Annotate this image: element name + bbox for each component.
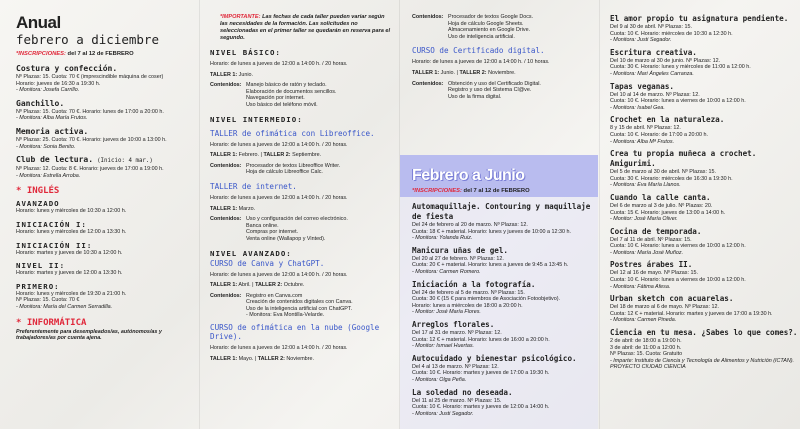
course-title: Costura y confección. <box>16 64 118 73</box>
basico-contenidos: Contenidos: Manejo básico de ratón y teclado. Elaboración de documentos sencillos. Navegación por internet. Uso básico del teléfono móvil. <box>210 82 337 108</box>
col4-course-list <box>610 14 800 371</box>
drive-horario: Horario: de lunes a jueves de 12:00 a 14:00 h. / 20 horas. <box>210 345 348 352</box>
course-detail: Cuota: 18 € + material. Horario: lunes y jueves de 10:00 a 12:30 h. <box>412 228 571 235</box>
course-detail: Cuota: 10 €. Horario: miércoles de 10:30 a 12:30 h. <box>610 30 733 37</box>
course-detail: Del 24 de febrero al 5 de marzo. Nº Plazas: 15. <box>412 289 525 296</box>
course-detail: Cuota: 10 €. Horario: martes y jueves de 12:00 a 14:00 h. <box>412 404 550 411</box>
course-item <box>610 260 800 290</box>
column-annual <box>0 0 197 429</box>
course-item <box>610 328 800 371</box>
content-line: Hoja de cálculo Libreoffice Calc. <box>246 169 323 176</box>
content-line: Uso y configuración del correo electrónico. <box>246 216 348 223</box>
course-monitor: - Monitora: Josefa Carrillo. <box>16 87 80 94</box>
course-title: Arreglos florales. <box>412 319 495 329</box>
course-detail: Horario: jueves de 16:30 a 19:30 h. <box>16 80 101 87</box>
basico-horario: Horario: de lunes a jueves de 12:00 a 14:00 h. / 20 horas. <box>210 61 348 67</box>
course-detail: 3 de abril: de 11:00 a 12:00 h. <box>610 344 682 351</box>
course-monitor: - Monitora: Alba Mª Frutos. <box>610 138 675 145</box>
course-detail: Nº Plazas: 15. Cuota: Gratuito <box>610 351 683 358</box>
course-title: Ciencia en tu mesa. ¿Sabes lo que comes?. <box>610 328 798 338</box>
course-item <box>610 115 800 145</box>
annual-course-list <box>16 64 191 179</box>
course-monitor: - Monitora: Justi Segador. <box>610 37 672 44</box>
drive-title: CURSO de ofimática en la nube (Google Drive). <box>210 323 380 342</box>
course-detail: Cuota: 10 €. Horario: lunes a viernes de 10:00 a 12:00 h. <box>610 277 746 284</box>
internet-contenidos: Contenidos: Uso y configuración del correo electrónico. Banca online. Compras por internet. Venta online (Wallapop y Vinted). <box>210 216 348 242</box>
course-detail: 8 y 15 de abril. Nº Plazas: 12. <box>610 125 681 132</box>
canva-contenidos: Contenidos: Registro en Canva.com Creación de contenidos digitales con Canva. Uso de la inteligencia artificial con ChatGPT. - Monitora: Eva Montilla-Velarde. <box>210 292 353 319</box>
internet-title: TALLER de internet. <box>210 181 297 191</box>
level-horario: Horario: martes y jueves de 12:00 a 13:30 h. <box>16 270 123 277</box>
content-line: Obtención y uso del Certificado Digital. <box>448 80 541 87</box>
cert-talleres: TALLER 1: Junio. | TALLER 2: Noviembre. <box>412 69 516 76</box>
course-detail: Cuota: 10 €. Horario: martes y jueves de 17:00 a 19:30 h. <box>412 370 550 377</box>
course-title: Urban sketch con acuarelas. <box>610 294 734 304</box>
course-item <box>412 388 592 418</box>
junio-course-list <box>412 202 592 417</box>
level-name: INICIACIÓN I: <box>16 219 87 229</box>
libreoffice-horario: Horario: de lunes a jueves de 12:00 a 14:00 h. / 20 horas. <box>210 141 348 148</box>
course-title: Cuando la calle canta. <box>610 192 711 202</box>
course-detail: Cuota: 12 € + material. Horario: lunes de 16:00 a 20:00 h. <box>412 336 550 343</box>
course-detail: Del 10 de marzo al 30 de junio. Nº Plazas: 12. <box>610 57 721 64</box>
canva-title: CURSO de Canva y ChatGPT. <box>210 258 325 268</box>
level-name: PRIMERO: <box>16 281 60 291</box>
drive-contenidos: Contenidos: Procesador de textos Google Docs. Hoja de cálculo Google Sheets. Almacenamiento en Google Drive. Uso de inteligencia artificial. <box>412 14 534 40</box>
content-line: Banca online. <box>246 222 279 229</box>
level-name: AVANZADO <box>16 199 60 209</box>
course-item <box>610 149 800 189</box>
content-line: Compras por internet. <box>246 229 299 236</box>
content-line: Registro en Canva.com <box>246 292 303 299</box>
content-line: Elaboración de documentos sencillos. <box>246 88 337 95</box>
course-detail: Nº Plazas: 25. Cuota: 70 €. Horario: jueves de 10:00 a 13:00 h. <box>16 136 167 143</box>
junio-inscriptions: *INSCRIPCIONES: del 7 al 12 de FEBRERO <box>412 188 530 194</box>
course-monitor: - Monitora: Sonia Benito. <box>16 143 76 150</box>
junio-title: Febrero a Junio <box>412 167 525 184</box>
course-detail: Del 18 de marzo al 6 de mayo. Nº Plazas: 12. <box>610 304 719 311</box>
level-name: INICIACIÓN II: <box>16 240 93 250</box>
content-line: Uso básico del teléfono móvil. <box>246 101 318 108</box>
course-title: Automaquillaje. Contouring y maquillaje de fiesta <box>412 202 591 221</box>
course-title: Tapas veganas. <box>610 81 675 91</box>
cert-title: CURSO de Certificado digital. <box>412 46 545 56</box>
course-item <box>16 64 191 94</box>
ingles-level-list <box>16 199 191 310</box>
course-item <box>412 280 592 316</box>
course-note: (Inicio: 4 mar.) <box>97 158 153 165</box>
course-monitor: - Imparte: Instituto de Ciencia y Tecnología de Alimentos y Nutrición (ICTAN). PROYECTO CIUDAD CIENCIA <box>610 357 795 371</box>
course-title: Ganchillo. <box>16 98 65 108</box>
course-detail: Cuota: 30 €. Horario: miércoles de 16:30 a 19:30 h. <box>610 175 733 182</box>
course-monitor: - Monitora: Justi Segador. <box>412 410 474 417</box>
ingles-level <box>16 199 191 215</box>
libreoffice-talleres: TALLER 1: Febrero. | TALLER 2: Septiembre. <box>210 152 322 159</box>
informatica-note: Preferentemente para desempleados/as, autónomos/as y trabajadores/as por cuenta ajena. <box>16 328 162 342</box>
course-detail: Cuota: 10 €. Horario: lunes a viernes de 10:00 a 12:00 h. <box>610 243 746 250</box>
course-title: Cocina de temporada. <box>610 226 702 236</box>
course-item <box>610 227 800 257</box>
important-note: *IMPORTANTE: Las fechas de cada taller pueden variar según las necesidades de la formación. Las solicitudes no seleccionadas en el primer taller se quedarán en reserva para el segundo. <box>220 14 391 41</box>
content-line: Registro y uso del Sistema Cl@ve. <box>448 87 532 94</box>
content-line: Uso de la inteligencia artificial con ChatGPT. <box>246 305 353 312</box>
course-item <box>412 354 592 384</box>
course-monitor: - Monitora: Eva María Llanos. <box>610 182 681 189</box>
content-line: Almacenamiento en Google Drive. <box>448 27 531 34</box>
course-detail: Cuota: 10 €. Horario: lunes a viernes de 10:00 a 12:00 h. <box>610 98 746 105</box>
course-monitor: - Monitora: Estrella Arroba. <box>16 172 81 179</box>
content-line: Venta online (Wallapop y Vinted). <box>246 235 326 242</box>
content-line: Procesador de textos Libreoffice Writer. <box>246 162 341 169</box>
level-horario: Horario: lunes y miércoles de 19:30 a 21:00 h. <box>16 290 127 297</box>
intermedio-heading: NIVEL INTERMEDIO: <box>210 114 303 124</box>
junio-course-column <box>400 202 598 429</box>
column-certificado <box>400 0 598 155</box>
course-item <box>16 155 191 179</box>
content-line: Hoja de cálculo Google Sheets. <box>448 20 524 27</box>
libreoffice-title: TALLER de ofimática con Libreoffice. <box>210 128 375 138</box>
course-title: Iniciación a la fotografía. <box>412 279 536 289</box>
content-line: Uso de inteligencia artificial. <box>448 33 515 40</box>
course-monitor: - Monitora: Olga Peña. <box>412 376 467 383</box>
course-detail: Horario: lunes a miércoles de 18:00 a 20:00 h. <box>412 302 523 309</box>
course-monitor: - Monitora: Yolanda Ruiz. <box>412 235 473 242</box>
course-detail: Del 11 al 25 de marzo. Nº Plazas: 15. <box>412 397 502 404</box>
course-detail: Del 5 de marzo al 30 de abril. Nº Plazas: 15. <box>610 169 716 176</box>
course-item <box>412 246 592 276</box>
course-detail: Del 10 al 14 de marzo. Nº Plazas: 12. <box>610 91 700 98</box>
column-informatica <box>200 0 398 429</box>
level-monitor: - Monitora: María del Carmen Serradilla. <box>16 303 113 310</box>
course-item <box>412 202 592 242</box>
course-monitor: - Monitor: José María Oliver. <box>610 216 678 223</box>
canva-horario: Horario: de lunes a jueves de 12:00 a 14:00 h. / 20 horas. <box>210 271 348 278</box>
course-item <box>412 320 592 350</box>
course-detail: Cuota: 20 € + material. Horario: lunes a jueves de 9:45 a 13:45 h. <box>412 262 569 269</box>
canva-talleres: TALLER 1: Abril. | TALLER 2: Octubre. <box>210 282 305 289</box>
course-detail: Nº Plazas: 12. Cuota: 8 €. Horario: jueves de 17:00 a 19:00 h. <box>16 166 164 173</box>
ingles-level <box>16 282 191 311</box>
course-detail: Cuota: 12 € + material. Horario: martes y jueves de 17:00 a 19:30 h. <box>610 310 773 317</box>
avanzado-heading: NIVEL AVANZADO: <box>210 248 292 258</box>
content-line: Navegación por internet. <box>246 95 305 102</box>
course-title: El amor propio tu asignatura pendiente. <box>610 14 789 23</box>
column-talleres <box>600 0 800 429</box>
content-line: Uso de la firma digital. <box>448 93 502 100</box>
course-monitor: - Monitora: Carmen Pineda. <box>610 317 677 324</box>
course-detail: Nº Plazas: 15. Cuota: 70 € (imprescindible máquina de coser) <box>16 74 164 80</box>
cert-contenidos: Contenidos: Obtención y uso del Certificado Digital. Registro y uso del Sistema Cl@ve. Uso de la firma digital. <box>412 80 541 100</box>
course-monitor: - Monitor: Ismael Huertas. <box>412 343 475 350</box>
annual-title: Anual <box>16 13 61 32</box>
ingles-level <box>16 241 191 257</box>
course-monitor: - Monitora: María José Muñoz. <box>610 249 684 256</box>
ingles-level <box>16 261 191 277</box>
course-detail: Cuota: 10 €. Horario: de 17:00 a 20:00 h. <box>610 131 708 138</box>
content-line: Creación de contenidos digitales con Canva. <box>246 299 353 306</box>
course-title: Crea tu propia muñeca a crochet. Amigurimi. <box>610 149 757 169</box>
course-monitor: - Monitor: José María Flores. <box>412 309 481 316</box>
course-detail: Del 20 al 27 de febrero. Nº Plazas: 12. <box>412 255 504 262</box>
course-monitor: - Monitora: Isabel Gea. <box>610 104 665 111</box>
course-detail: 2 de abril: de 18:00 a 19:00 h. <box>610 338 682 345</box>
course-monitor: - Monitora: Carmen Romero. <box>412 268 481 275</box>
course-title: Escritura creativa. <box>610 47 697 57</box>
course-item <box>610 294 800 324</box>
course-detail: Del 12 al 16 de mayo. Nº Plazas: 15. <box>610 270 698 277</box>
course-detail: Del 17 al 31 de marzo. Nº Plazas: 12. <box>412 329 502 336</box>
course-detail: Cuota: 15 €. Horario: jueves de 13:00 a 14:00 h. <box>610 209 726 216</box>
content-line: Procesador de textos Google Docs. <box>448 14 534 20</box>
level-horario: Horario: lunes y miércoles de 12:00 a 13:30 h. <box>16 228 127 235</box>
level-plazas: Nº Plazas: 15. Cuota: 70 € <box>16 297 80 304</box>
course-title: Autocuidado y bienestar psicológico. <box>412 353 577 363</box>
course-item <box>610 48 800 78</box>
annual-inscriptions: *INSCRIPCIONES: del 7 al 12 de FEBRERO <box>16 51 134 57</box>
ingles-level <box>16 220 191 236</box>
informatica-heading: * INFORMÁTICA <box>16 317 87 328</box>
course-detail: Del 7 al 11 de abril. Nº Plazas: 15. <box>610 236 692 243</box>
course-item <box>16 127 191 150</box>
course-item <box>610 193 800 223</box>
libreoffice-contenidos: Contenidos: Procesador de textos Libreoffice Writer. Hoja de cálculo Libreoffice Calc. <box>210 162 341 176</box>
level-horario: Horario: lunes y miércoles de 10:30 a 12:00 h. <box>16 208 127 215</box>
level-name: NIVEL II: <box>16 261 66 271</box>
internet-taller1: TALLER 1: Marzo. <box>210 205 256 212</box>
content-line: - Monitora: Eva Montilla-Velarde. <box>246 312 325 319</box>
course-item <box>610 14 800 44</box>
basico-taller1: TALLER 1: Junio. <box>210 71 254 78</box>
course-title: Memoria activa. <box>16 126 89 136</box>
course-title: Crochet en la naturaleza. <box>610 115 725 125</box>
internet-horario: Horario: de lunes a jueves de 12:00 a 14:00 h. / 20 horas. <box>210 194 348 201</box>
annual-period: febrero a diciembre <box>16 32 159 47</box>
level-horario: Horario: martes y jueves de 10:30 a 12:00 h. <box>16 249 123 256</box>
ingles-heading: * INGLÉS <box>16 186 60 197</box>
course-monitor: - Monitora: Alba María Frutos. <box>16 115 88 122</box>
course-title: Postres árabes II. <box>610 260 693 270</box>
course-item <box>610 82 800 112</box>
basico-heading: NIVEL BÁSICO: <box>210 48 281 57</box>
course-detail: Del 24 de febrero al 20 de marzo. Nº Plazas: 12. <box>412 222 528 228</box>
course-detail: Del 9 al 30 de abril. Nº Plazas: 15. <box>610 24 692 30</box>
course-detail: Cuota: 30 € (15 € para miembros de Asociación Fotoobjetivo). <box>412 296 561 303</box>
course-detail: Del 6 de marzo al 3 de julio. Nº Plazas: 20. <box>610 202 713 209</box>
course-title: Club de lectura. (Inicio: 4 mar.) <box>16 155 153 165</box>
drive-talleres: TALLER 1: Mayo. | TALLER 2: Noviembre. <box>210 355 314 362</box>
course-detail: Del 4 al 13 de marzo. Nº Plazas: 12. <box>412 363 499 370</box>
content-line: Manejo básico de ratón y teclado. <box>246 82 327 89</box>
cert-horario: Horario: de lunes a jueves de 12:00 a 14:00 h. / 10 horas. <box>412 59 550 66</box>
course-title: Manicura uñas de gel. <box>412 245 509 255</box>
course-monitor: - Monitora: Fátima Afesa. <box>610 283 671 290</box>
course-monitor: - Monitora: Mari Ángeles Carranza. <box>610 70 694 77</box>
course-title: La soledad no deseada. <box>412 387 513 397</box>
course-detail: Cuota: 30 €. Horario: lunes y miércoles de 11:00 a 12:00 h. <box>610 64 751 71</box>
course-item <box>16 99 191 122</box>
course-detail: Nº Plazas: 15. Cuota: 70 €. Horario: lunes de 17:00 a 20:00 h. <box>16 108 164 115</box>
